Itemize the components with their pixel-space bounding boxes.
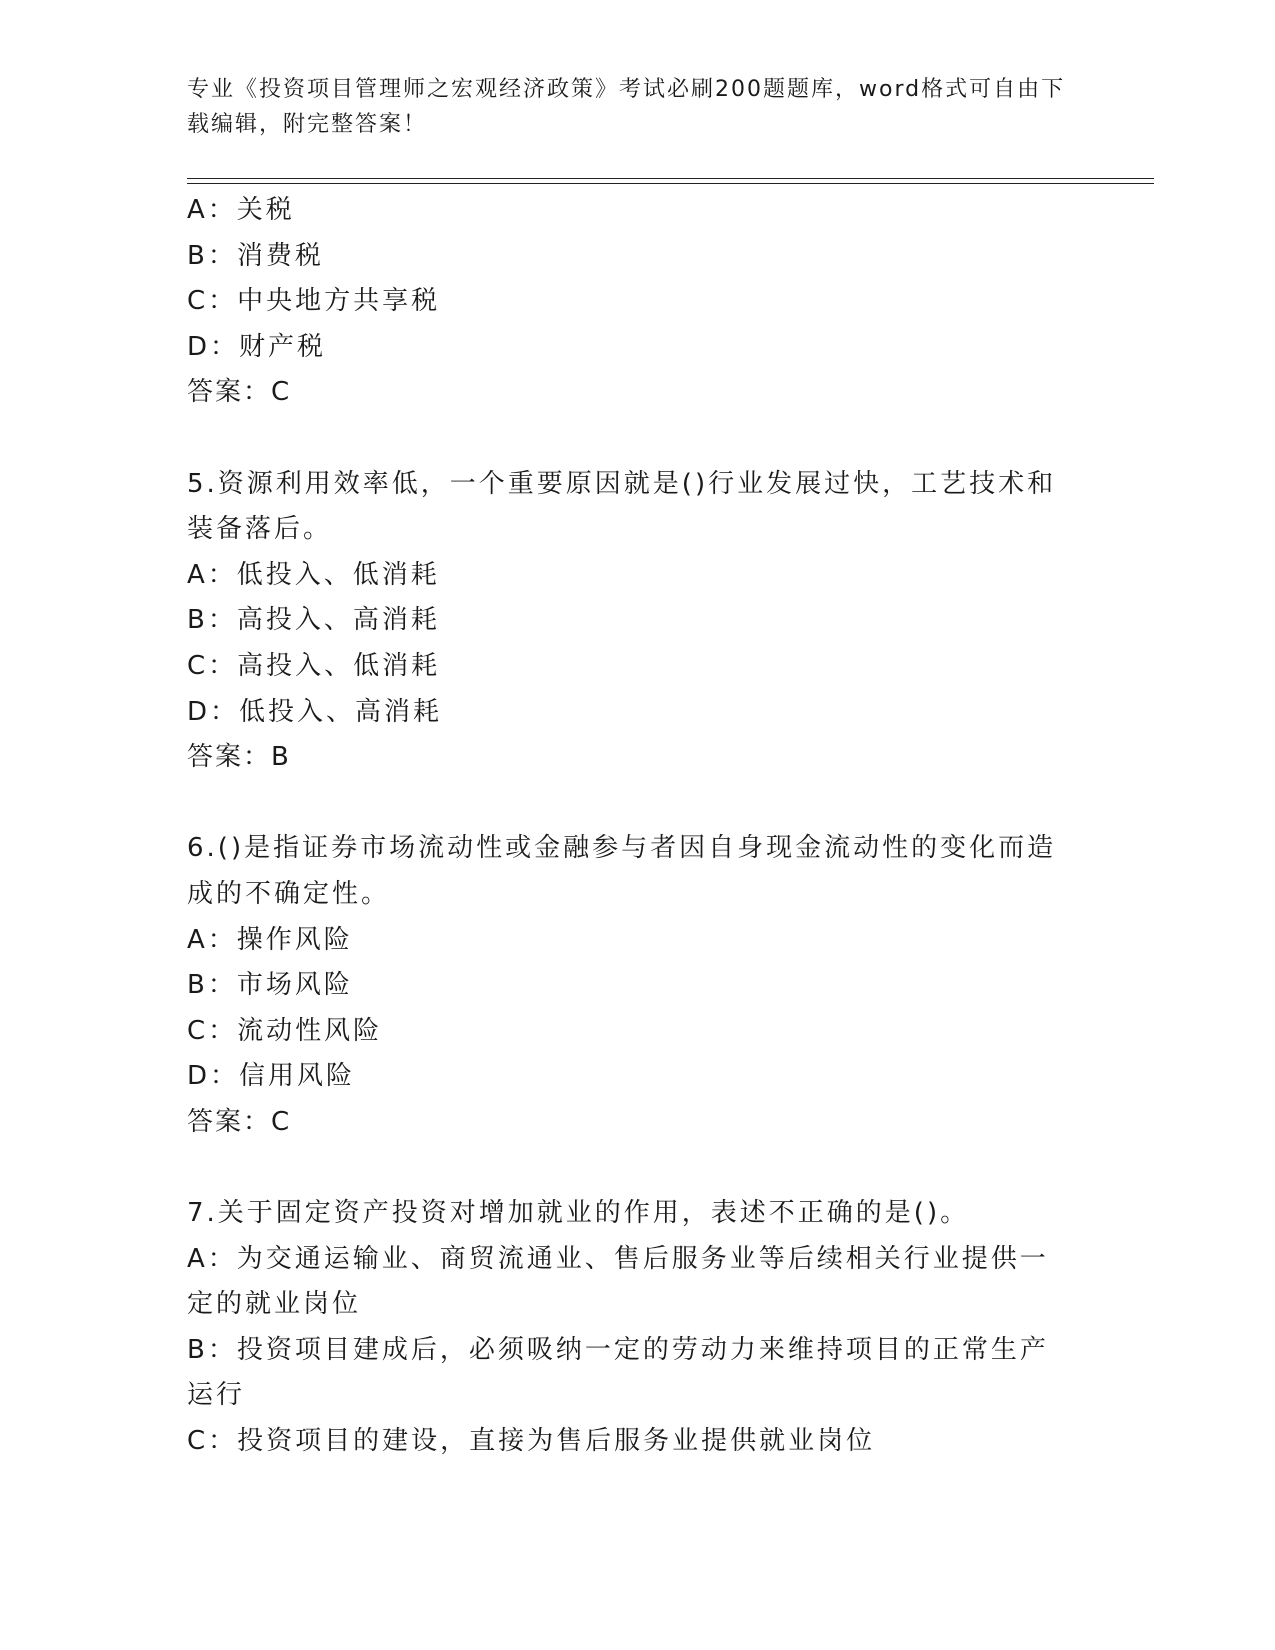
question-block-5	[187, 462, 1087, 781]
option-d: D：财产税	[187, 331, 327, 362]
spacer	[187, 781, 1087, 827]
option-c: C：投资项目的建设，直接为售后服务业提供就业岗位	[187, 1426, 876, 1457]
option-b: B：高投入、高消耗	[187, 605, 440, 636]
answer: 答案：B	[187, 742, 291, 773]
header-rule-top	[187, 178, 1154, 179]
header-rule-bottom	[187, 183, 1154, 184]
option-c: C：中央地方共享税	[187, 286, 441, 317]
option-a: A：操作风险	[187, 924, 353, 955]
question-text: 5.资源利用效率低，一个重要原因就是()行业发展过快，工艺技术和装备落后。	[187, 468, 1057, 545]
spacer	[187, 1145, 1087, 1191]
spacer	[187, 416, 1087, 462]
question-text: 6.()是指证券市场流动性或金融参与者因自身现金流动性的变化而造成的不确定性。	[187, 833, 1057, 909]
question-text: 7.关于固定资产投资对增加就业的作用，表述不正确的是()。	[187, 1198, 970, 1229]
option-c: C：高投入、低消耗	[187, 650, 441, 681]
question-block-6	[187, 826, 1087, 1145]
question-list	[187, 188, 1087, 1465]
answer: 答案：C	[187, 377, 292, 408]
option-b: B：投资项目建成后，必须吸纳一定的劳动力来维持项目的正常生产运行	[187, 1334, 1049, 1411]
option-a: A：关税	[187, 195, 295, 225]
option-a: A：低投入、低消耗	[187, 559, 440, 590]
option-c: C：流动性风险	[187, 1015, 383, 1046]
document-header: 专业《投资项目管理师之宏观经济政策》考试必刷200题题库，word格式可自由下载编辑，附完整答案！	[187, 77, 1066, 137]
option-a: A：为交通运输业、商贸流通业、售后服务业等后续相关行业提供一定的就业岗位	[187, 1243, 1049, 1320]
option-b: B：市场风险	[187, 970, 353, 1001]
question-block-4	[187, 188, 1087, 416]
option-d: D：低投入、高消耗	[187, 696, 443, 727]
question-block-7	[187, 1191, 1087, 1465]
option-b: B：消费税	[187, 240, 324, 271]
answer: 答案：C	[187, 1106, 292, 1137]
option-d: D：信用风险	[187, 1061, 356, 1092]
